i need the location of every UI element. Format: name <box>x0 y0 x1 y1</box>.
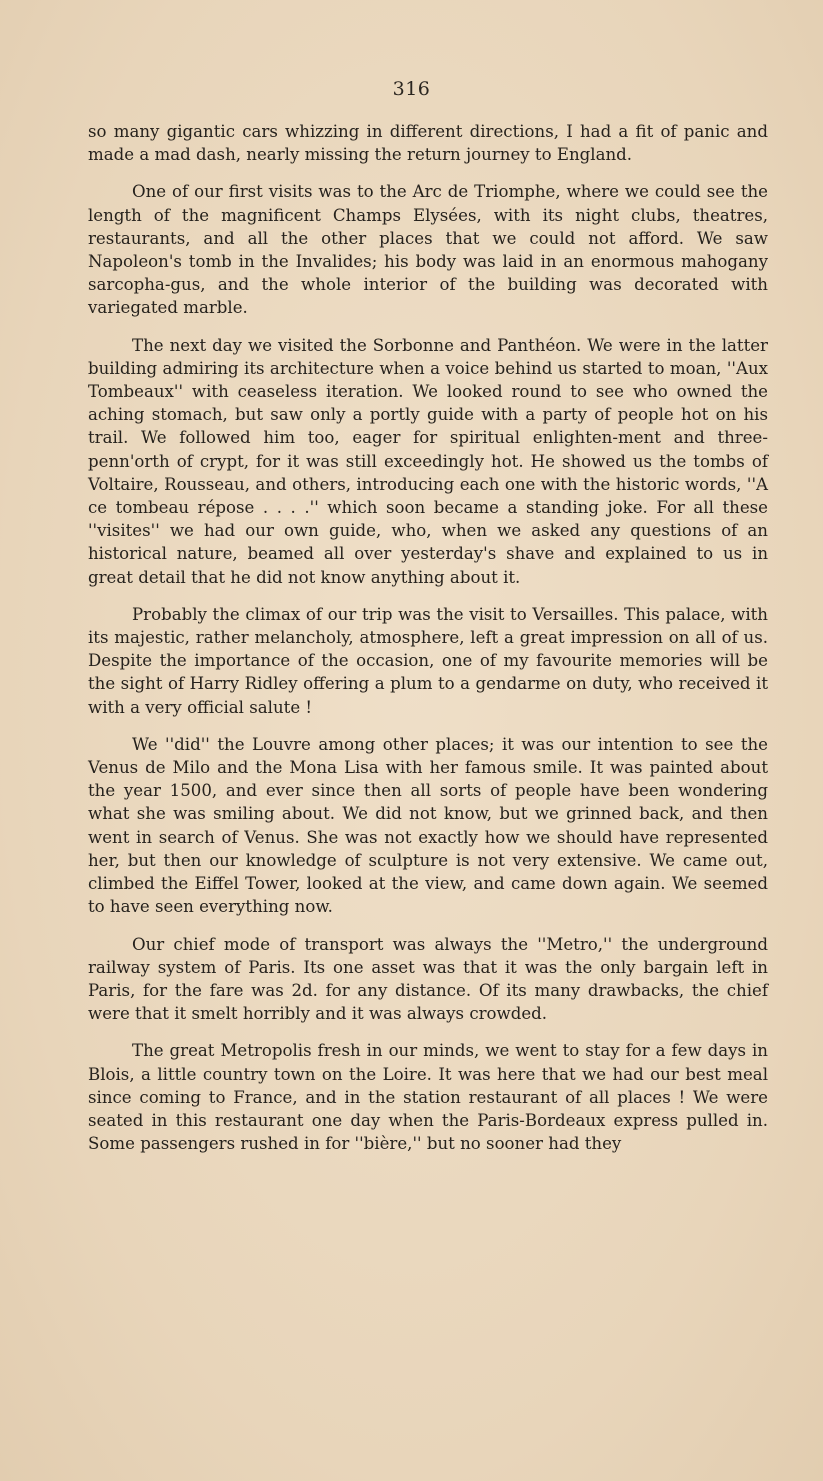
paragraph: One of our first visits was to the Arc de Triomphe, where we could see the length of the magnificent Champs Elysées, with its night clubs, theatres, restaurants, and all the other places that we could not afford. We saw Napoleon's tomb in the Invalides; his body was laid in an enormous mahogany sarcopha-gus, and the whole interior of the building was decorated with variegated marble. <box>88 182 768 318</box>
paragraph: We ''did'' the Louvre among other places; it was our intention to see the Venus de Milo and the Mona Lisa with her famous smile. It was painted about the year 1500, and ever since then all sorts of people have been wondering what she was smiling about. We did not know, but we grinned back, and then went in search of Venus. She was not exactly how we should have represented her, but then our knowledge of sculpture is not very extensive. We came out, climbed the Eiffel Tower, looked at the view, and came down again. We seemed to have seen everything now. <box>88 734 768 917</box>
page-number: 316 <box>392 78 431 100</box>
paragraph: Probably the climax of our trip was the visit to Versailles. This palace, with its majestic, rather melancholy, atmosphere, left a great impression on all of us. Despite the importance of the occasion, one of my favourite memories will be the sight of Harry Ridley offering a plum to a gendarme on duty, who received it with a very official salute ! <box>88 604 768 717</box>
paragraph: so many gigantic cars whizzing in different directions, I had a fit of panic and made a mad dash, nearly missing the return journey to England. <box>88 122 768 165</box>
paragraph: Our chief mode of transport was always the ''Metro,'' the underground railway system of Paris. Its one asset was that it was the only bargain left in Paris, for the fare was 2d. for any distance. Of its many drawbacks, the chief were that it smelt horribly and it was always crowded. <box>88 934 768 1024</box>
paragraph: The great Metropolis fresh in our minds, we went to stay for a few days in Blois, a little country town on the Loire. It was here that we had our best meal since coming to France, and in the station restaurant of all places ! We were seated in this restaurant one day when the Paris-Bordeaux express pulled in. Some passengers rushed in for ''bière,'' but no sooner had they <box>88 1041 768 1154</box>
paragraph: The next day we visited the Sorbonne and Panthéon. We were in the latter building admiring its architecture when a voice behind us started to moan, ''Aux Tombeaux'' with ceaseless iteration. We looked round to see who owned the aching stomach, but saw only a portly guide with a party of people hot on his trail. We followed him too, eager for spiritual enlighten-ment and three-penn'orth of crypt, for it was still exceedingly hot. He showed us the tombs of Voltaire, Rousseau, and others, introducing each one with the historic words, ''A ce tombeau répose . . . .'' which soon became a standing joke. For all these ''visites'' we had our own guide, who, when we asked any questions of an historical nature, beamed all over yesterday's shave and explained to us in great detail that he did not know anything about it. <box>88 335 768 587</box>
body-text <box>88 120 768 1169</box>
